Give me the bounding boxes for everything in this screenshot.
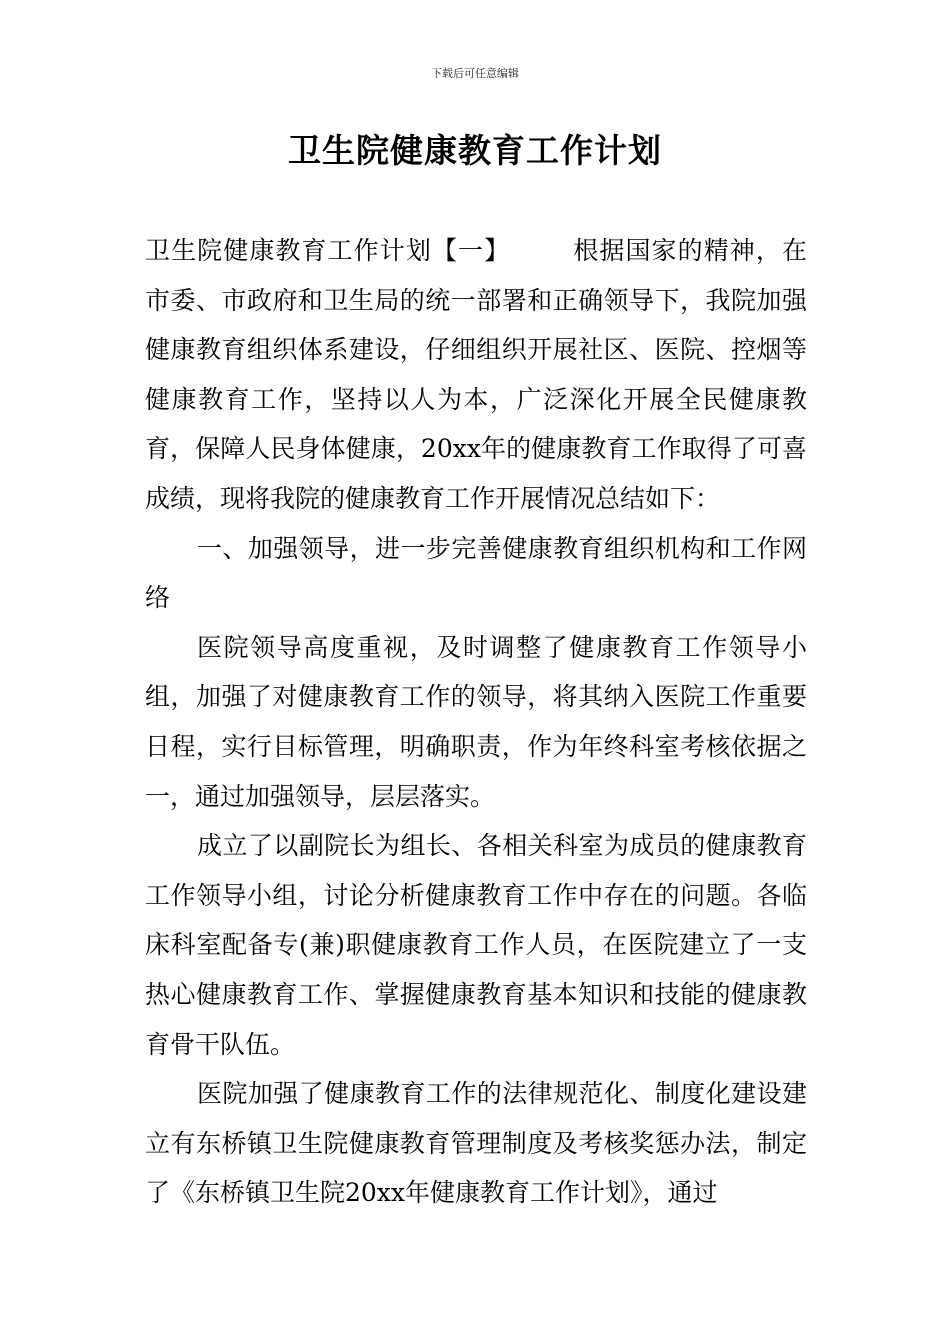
section-heading: 一、加强领导，进一步完善健康教育组织机构和工作网络 bbox=[145, 533, 807, 613]
header-note: 下载后可任意编辑 bbox=[431, 67, 519, 80]
body-paragraph: 医院领导高度重视，及时调整了健康教育工作领导小组，加强了对健康教育工作的领导，将其纳入医院工作重要日程，实行目标管理，明确职责，作为年终科室考核依据之一，通过加强领导，层层落实。 bbox=[145, 632, 807, 811]
document-body bbox=[145, 226, 807, 1218]
body-paragraph: 成立了以副院长为组长、各相关科室为成员的健康教育工作领导小组，讨论分析健康教育工作中存在的问题。各临床科室配备专(兼)职健康教育工作人员，在医院建立了一支热心健康教育工作、掌握健康教育基本知识和技能的健康教育骨干队伍。 bbox=[145, 831, 807, 1059]
body-paragraph: 医院加强了健康教育工作的法律规范化、制度化建设建立有东桥镇卫生院健康教育管理制度及考核奖惩办法，制定了《东桥镇卫生院20xx年健康教育工作计划》，通过 bbox=[145, 1079, 807, 1208]
intro-paragraph bbox=[145, 226, 807, 524]
intro-text: 根据国家的精神，在市委、市政府和卫生局的统一部署和正确领导下，我院加强健康教育组织体系建设，仔细组织开展社区、医院、控烟等健康教育工作，坚持以人为本，广泛深化开展全民健康教育，保障人民身体健康，20xx年的健康教育工作取得了可喜成绩，现将我院的健康教育工作开展情况总结如下： bbox=[145, 236, 807, 513]
intro-heading: 卫生院健康教育工作计划【一】 bbox=[145, 236, 511, 265]
document-title: 卫生院健康教育工作计划 bbox=[288, 131, 662, 170]
